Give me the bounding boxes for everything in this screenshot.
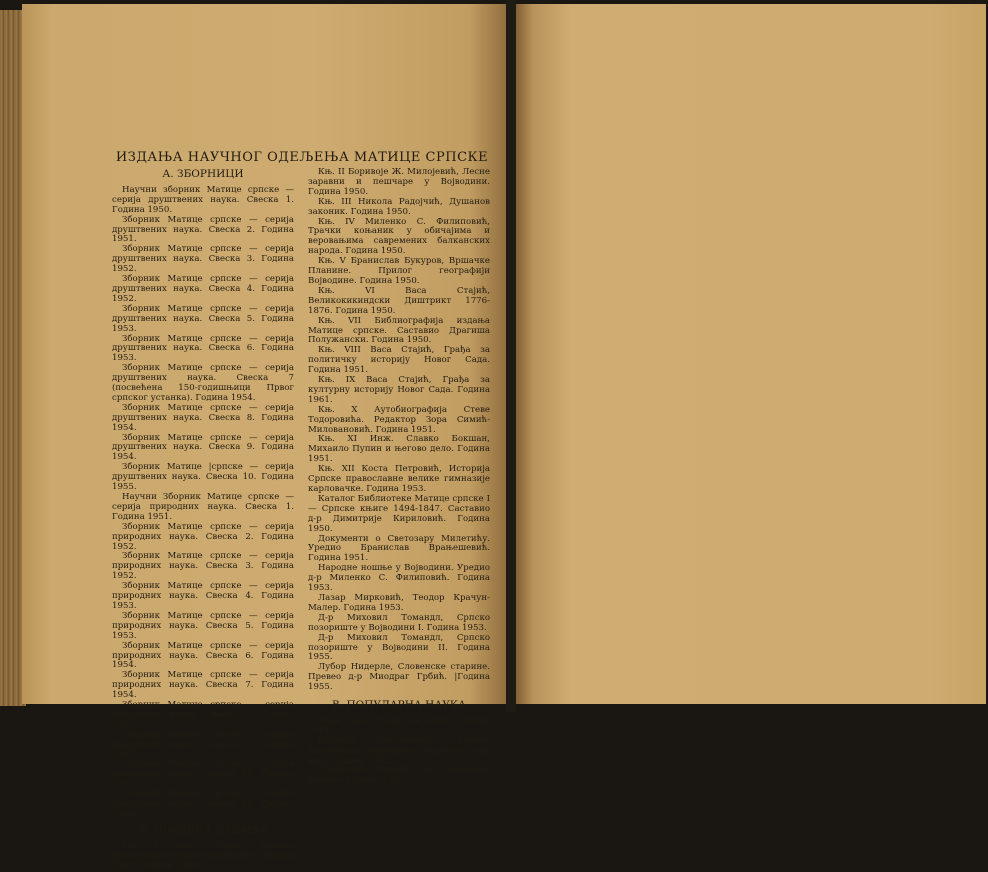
list-item: Документи о Светозару Милетићу. Уредио Бранислав Врањешевић. Година 1951. <box>308 533 490 564</box>
list-item: Научни Зборник Матице српске — серија природних наука. Свеска 1. Година 1951. <box>112 492 294 522</box>
list-item: Зборник Матице српске — серија природних наука. Свеска 7. Година 1954. <box>112 670 294 701</box>
list-item: Лубор Нидерле, Словенске старине. Превео д-р Миодраг Грбић. |Година 1955. <box>308 662 490 693</box>
right-page <box>514 4 986 704</box>
book-gutter <box>506 0 516 712</box>
list-item: Зборник Матице српске — серија друштвених наука. Свеска 2. Година 1951. <box>112 214 294 245</box>
list-item: Каталог Библиотеке Матице српске I — Српске књиге 1494-1847. Саставио д-р Димитрије Кириловић. Година 1950. <box>308 493 490 534</box>
right-column <box>308 168 490 786</box>
list-item: Народне ношње у Војводини. Уредио д-р Миленко С. Филиповић. Година 1953. <box>308 563 490 594</box>
list-item: Зборник Матице српске — серија друштвених наука. Свеска 5. Година 1953. <box>112 303 294 334</box>
list-item: Зборник Матице |српске — серија друштвених наука. Свеска 10. Година 1955. <box>112 462 294 493</box>
list-item: Књ. III Никола Радојчић, Душанов законик. Година 1950. <box>308 196 490 217</box>
list-item: Књ. XI Инж. Славко Бокшан, Михаило Пупин и његово дело. Година 1951. <box>308 434 490 465</box>
list-item: Светислав Марић, На изворима физике. Година 1952. <box>308 765 490 786</box>
list-item: Зборник Матице српске — серија природних наука. Свеска 8. Година 1955. <box>112 700 294 730</box>
list-item: Боривој Максимовић, Велика путовања и географска открића (Стари век.) Година 1952. <box>308 735 490 766</box>
section-heading-zbornici: А. ЗБОРНИЦИ <box>162 168 244 180</box>
list-item: Д-р Миховил Томандл, Српско позориште у Војводини II. Година 1955. <box>308 632 490 663</box>
list-item: Зборник Матице српске — серија друштвених наука. Свеска 4. Година 1952. <box>112 274 294 304</box>
list-item: Научни зборник Матице српске — серија друштвених наука. Свеска 1. Година 1950. <box>112 184 294 215</box>
list-item: Књ. I Васа Стајић, Српска православна велика гимназија у Новом Саду. Година 1949. <box>112 840 294 871</box>
list-item: Зборник Матице српске — серија друштвених наука. Свеска 6. Година 1953. <box>112 333 294 364</box>
list-item: Књ. VI Васа Стајић, Великокикиндски Диштрикт 1776-1876. Година 1950. <box>308 285 490 316</box>
list-item: Зборник Матице српске — серија природних наука. Свеска 10. Година 1956. <box>112 759 294 790</box>
list-item: Иван Ђаја, Људи на води. Година 1951. <box>308 715 490 736</box>
list-item: Књ. VII Библиографија издања Матице српске. Саставио Драгиша Полужански. Година 1950. <box>308 315 490 346</box>
list-item: Зборник Матице српске — серија друштвених наука. Свеска 3. Година 1952. <box>112 244 294 275</box>
list-item: Књ. X Аутобиографија Стеве Тодоровића. Редактор Зора Симић-Миловановић. Година 1951. <box>308 404 490 435</box>
list-item: Зборник Матице српске — серија природних наука. Свеска 11. Година 1956. <box>112 789 294 819</box>
list-item: Д-р Миховил Томандл, Српско позориште у Војводини I. Година 1953. <box>308 612 490 633</box>
list-item: Зборник Матице српске — серија природних наука. Свеска 6. Година 1954. <box>112 640 294 671</box>
list-item: Књ. V Бранислав Букуров, Вршачке Планине. Прилог географији Војводине. Година 1950. <box>308 256 490 286</box>
list-item: Зборник Матице српске — серија природних наука. Свеска 4. Година 1953. <box>112 581 294 611</box>
left-column <box>112 168 294 872</box>
list-item: Зборник Матице српске — серија природних наука. Свеска 3. Година 1952. <box>112 551 294 582</box>
publication-list <box>112 150 492 871</box>
list-item: Зборник Матице српске — серија природних наука. Свеска 9. Година 1955. <box>112 729 294 760</box>
list-item: Зборник Матице српске — серија друштвених наука. Свеска 8. Година 1954. <box>112 402 294 433</box>
list-item: Књ. IV Миленко С. Филиповић, Трачки коњаник у обичајима и веровањима савремених балканских народа. Година 1950. <box>308 216 490 257</box>
list-item: Књ. IX Васа Стајић, Грађа за културну историју Новог Сада. Година 1961. <box>308 375 490 405</box>
list-item: Књ. VIII Васа Стајић, Грађа за политичку историју Новог Сада. Година 1951. <box>308 345 490 376</box>
section-heading-posebna: Б. ПОСЕБНА ИЗДАЊА <box>139 823 267 836</box>
list-item: Лазар Мирковић, Теодор Крачун-Малер. Година 1953. <box>308 592 490 613</box>
section-heading-popularna: В. ПОПУЛАРНА НАУКА <box>332 699 466 712</box>
list-item: Зборник Матице српске — серија друштвених наука. Свеска 9. Година 1954. <box>112 432 294 463</box>
page-title: ИЗДАЊА НАУЧНОГ ОДЕЉЕЊА МАТИЦЕ СРПСКЕ <box>115 150 489 165</box>
list-item: Зборник Матице српске — серија друштвених наука. Свеска 7 (посвећена 150-годишњици Првог српског устанка). Година 1954. <box>112 363 294 403</box>
list-item: Књ. II Боривоје Ж. Милојевић, Лесне заравни и пешчаре у Војводини. Година 1950. <box>308 167 490 197</box>
list-item: Књ. XII Коста Петровић, Историја Српске православне велике гимназије карловачке. Година 1953. <box>308 464 490 494</box>
list-item: Зборник Матице српске — серија природних наука. Свеска 2. Година 1952. <box>112 521 294 552</box>
list-item: Зборник Матице српске — серија природних наука. Свеска 5. Година 1953. <box>112 610 294 641</box>
